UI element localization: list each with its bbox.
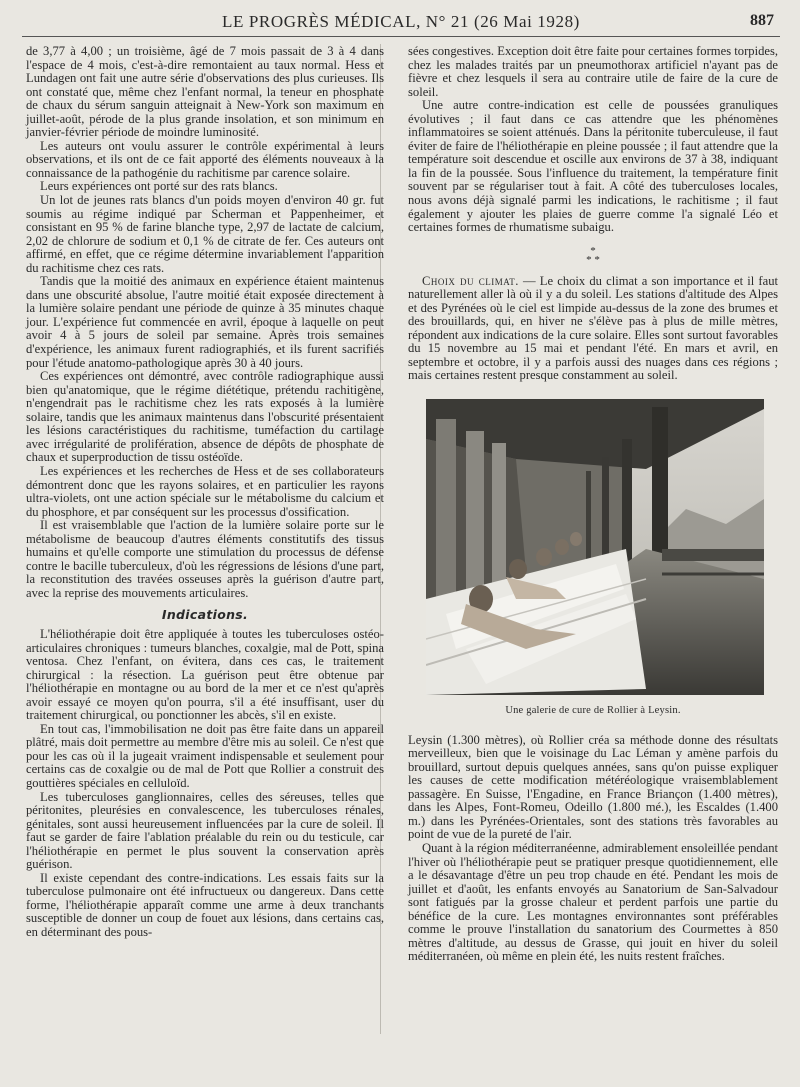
left-column bbox=[26, 45, 384, 940]
section-separator bbox=[408, 244, 778, 266]
running-header bbox=[22, 10, 780, 37]
paragraph: L'héliothérapie doit être appliquée à toutes les tuberculoses ostéo-articulaires chroniques : tumeurs blanches, coxalgie, mal de Pott, spina ventosa. Chez l'enfant, on évitera, dans ces cas, le traitement chirurgical : la résection. La guérison peut être obtenue par l'héliothérapie en montagne ou au bord de la mer et ce n'est qu'après avoir essayé ce moyen qu'on pourra, s'il a été insuffisant, user du traitement chirurgical, ou ponctionner les abcès, s'il en existe. bbox=[26, 626, 384, 723]
paragraph: En tout cas, l'immobilisation ne doit pas être faite dans un appareil plâtré, mais doit permettre au membre d'être mis au soleil. Ce n'est que pour les cas où il la jugeait vraiment indispensable et seulement pour certains cas de coxalgie ou de mal de Pott que Rollier a construit des gouttières spéciales en celluloïd. bbox=[26, 721, 384, 790]
paragraph: Une autre contre-indication est celle de poussées granuliques évolutives ; il faut dans ce cas attendre que les phénomènes inflammatoires se soient atténués. Dans la péritonite tuberculeuse, il faut éviter de faire de l'héliothérapie en pleine poussée ; il faut attendre que la température soit descendue et oscille aux environs de 37 à 38, indiquant la fin de la poussée. Sous l'influence du traitement, la température finit souvent par se régulariser tout à fait. A côté des tuberculoses locales, nous avons déjà signalé parmi les indications, le rachitisme ; il faut également y ajouter les plaies de guerre comme l'a signalé Léo et certaines formes de rhumatisme subaigu. bbox=[408, 98, 778, 235]
paragraph: Il est vraisemblable que l'action de la lumière solaire porte sur le métabolisme de beaucoup d'autres éléments constitutifs des tissus humains et qu'elle comporte une stimulation du processus de défense contre le bacille tuberculeux, d'où les régressions de lésions d'une part, la reconstitution des travées osseuses après la guérison d'autre part, avec la reprise des mouvements articulaires. bbox=[26, 518, 384, 600]
paragraph: Quant à la région méditerranéenne, admirablement ensoleillée pendant l'hiver où l'héliothérapie peut se pratiquer presque quotidiennement, elle a le désavantage d'être un peu trop chaude en été. Pendant les mois de juillet et d'août, les enfants envoyés au Sanatorium de San-Salvadour sont fatigués par la grosse chaleur et perdent parfois une partie du bénéfice de la cure. Les montagnes environnantes sont préférables comme le prouve l'installation du sanatorium des Courmettes à 850 mètres d'altitude, au dessus de Grasse, qui jouit en hiver du soleil méditerranéen, où même en plein été, les nuits restent fraîches. bbox=[408, 840, 778, 964]
paragraph: Tandis que la moitié des animaux en expérience étaient maintenus dans une obscurité absolue, l'autre moitié était exposée directement à la lumière solaire pendant une période de quinze à 35 minutes chaque jour. L'expérience fut commencée en avril, époque à laquelle on peut avoir 4 à 5 jours de soleil par semaine. Après trois semaines d'expérience, les animaux furent radiographiés, et ils furent sacrifiés pour l'étude anatomo-pathologique après 30 à 40 jours. bbox=[26, 274, 384, 370]
paragraph: Il existe cependant des contre-indications. Les essais faits sur la tuberculose pulmonaire ont été infructueux ou dangereux. Dans cette forme, l'héliothérapie apparaît comme une arme à deux tranchants susceptible de donner un coup de fouet aux lésions, dans certains cas, en déterminant des pous- bbox=[26, 870, 384, 939]
paragraph: de 3,77 à 4,00 ; un troisième, âgé de 7 mois passait de 3 à 4 dans l'espace de 4 mois, c'est-à-dire remontaient au taux normal. Hess et Lundagen ont fait une autre série d'observations des plus curieuses. Ils ont constaté que, même chez l'enfant normal, la teneur en phosphate de chaux du sérum sanguin atteignait à New-York son maximum en juillet-août, pérode de la plus grande insolation, et son minimum en janvier-février période de moindre luminosité. bbox=[26, 44, 384, 140]
paragraph: Leurs expériences ont porté sur des rats blancs. bbox=[40, 179, 278, 194]
separator-stars-bottom: * * bbox=[586, 253, 600, 266]
paragraph: Les tuberculoses ganglionnaires, celles des séreuses, telles que péritonites, pleurésies en convalescence, les tuberculoses rénales, génitales, sont aussi heureusement influencées par la cure de soleil. Il faut se garder de faire l'ablation préalable du rein ou du testicule, car l'héliothérapie en permet le plus souvent la conservation après guérison. bbox=[26, 789, 384, 872]
separator-star-top: * bbox=[590, 244, 596, 257]
climate-text: — Le choix du climat a son importance et il faut naturellement aller là où il y a du soleil. Les stations d'altitude des Alpes et des Pyrénées où le ciel est limpide au-dessus de la zone des brumes et des brouillards, qui, en hiver ne s'élève pas à plus de mille mètres, répondent aux indications de la cure solaire. Elles sont surtout favorables du 15 novembre au 15 mai et pendant l'été. En mars et avril, en septembre et octobre, il y a parfois aussi des nuages dans ces régions ; mais certaines restent presque constamment au soleil. bbox=[408, 273, 778, 383]
climate-heading: Choix du climat. bbox=[422, 273, 519, 288]
paragraph-climate bbox=[408, 275, 778, 383]
sanatorium-gallery-photo bbox=[426, 399, 764, 695]
paragraph: Les expériences et les recherches de Hess et de ses collaborateurs démontrent donc que les rayons solaires, et en particulier les rayons ultra-violets, ont une action spéciale sur le métabolisme du calcium et du phosphore, et par conséquent sur les processus d'ossification. bbox=[26, 463, 384, 519]
page-number: 887 bbox=[750, 12, 774, 29]
right-column bbox=[408, 45, 778, 964]
paragraph: sées congestives. Exception doit être faite pour certaines formes torpides, chez les malades traités par un pneumothorax artificiel n'ayant pas de fièvre et chez lesquels il sera au contraire utile de faire de la cure de soleil. bbox=[408, 44, 778, 99]
paragraph: Leysin (1.300 mètres), où Rollier créa sa méthode donne des résultats merveilleux, bien que le voisinage du Lac Léman y amène parfois du brouillard, surtout depuis quelques années, sans qu'on puisse expliquer les causes de cette modification météréologique vraisemblablement passagère. En Suisse, l'Engadine, en France Briançon (1.400 mètres), dans les Alpes, Font-Romeu, Odeillo (1.800 mé.), les Escaldes (1.400 m.) dans les Pyrénées-Orientales, sont des stations très favorables au point de vue de la pureté de l'air. bbox=[408, 732, 778, 842]
paragraph: Un lot de jeunes rats blancs d'un poids moyen d'environ 40 gr. fut soumis au régime indiqué par Scherman et Pappenheimer, et consistant en 95 % de farine blanche type, 2,97 de lactate de calcium, 2,02 de chlorure de sodium et 0,1 % de citrate de fer. Ces auteurs ont affirmé, en effet, que ce régime détermine invariablement l'apparition du rachitisme chez ces rats. bbox=[26, 193, 384, 275]
paragraph: Ces expériences ont démontré, avec contrôle radiographique aussi bien qu'anatomique, que le régime diététique, prétendu rachitigène, n'engendrait pas le rachitisme chez les rats exposés à la lumière solaire, tandis que les animaux maintenus dans l'obscurité présentaient les lésions caractéristiques du rachitisme, tuméfaction du cartilage avec irrégularité de prolifération, absence de dépôts de phosphate de chaux et superproduction de tissu ostéoïde. bbox=[26, 369, 384, 465]
photo-caption: Une galerie de cure de Rollier à Leysin. bbox=[505, 705, 681, 717]
journal-title: LE PROGRÈS MÉDICAL, N° 21 (26 Mai 1928) bbox=[222, 12, 580, 31]
gallery-photo-illustration bbox=[426, 399, 764, 695]
paragraph: Les auteurs ont voulu assurer le contrôle expérimental à leurs observations, et ils ont de ce fait apporté des éléments nouveaux à la connaissance de la pathogénie du rachitisme par carence solaire. bbox=[26, 138, 384, 180]
section-heading-indications: Indications. bbox=[161, 607, 249, 623]
